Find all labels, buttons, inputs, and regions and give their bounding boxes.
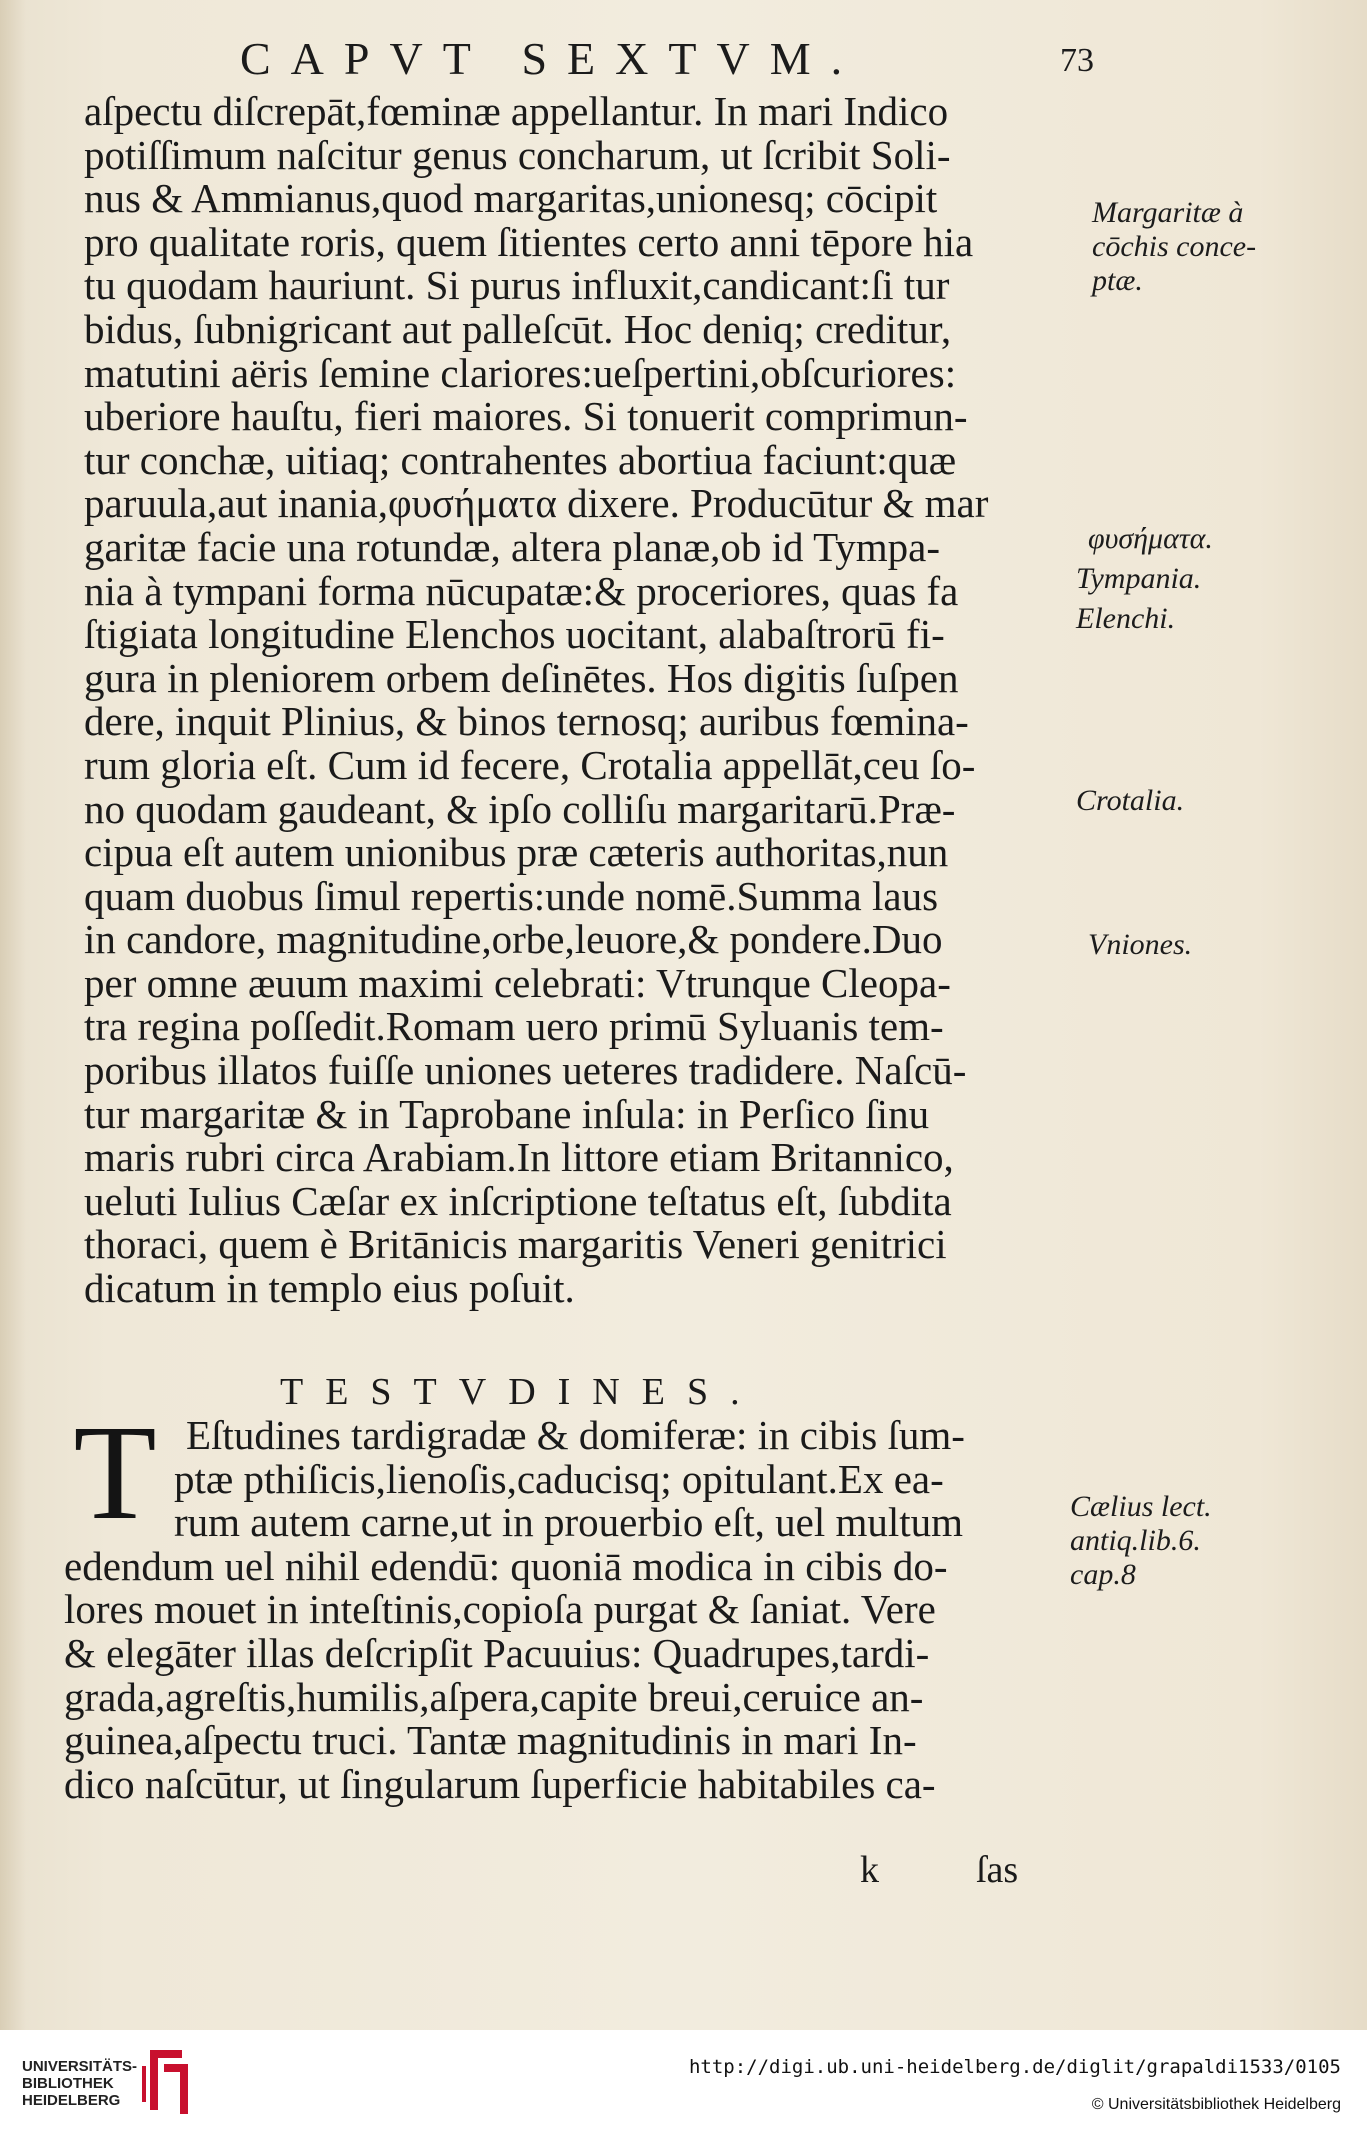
copyright-notice: © Universitätsbibliothek Heidelberg [1091,2096,1341,2113]
margin-note-tympania: Tympania. [1076,562,1202,595]
chapter-title: CAPVT SEXTVM. [240,33,863,84]
text-line: lores mouet in inteſtinis,copioſa purgat & ſaniat. Vere [64,1586,936,1633]
text-line: gura in pleniorem orbem deſinētes. Hos digitis ſuſpen [84,654,959,701]
margin-note-line: ptæ. [1092,264,1143,297]
text-line: guinea,aſpectu truci. Tantæ magnitudinis in mari In- [64,1717,917,1764]
margin-note-line: antiq.lib.6. [1070,1524,1201,1557]
text-line: cipua eſt autem unionibus præ cæteris authoritas,nun [84,829,949,876]
margin-note-line: Cælius lect. [1070,1490,1212,1523]
text-line: grada,agreſtis,humilis,aſpera,capite breui,ceruice an- [64,1673,924,1720]
margin-note-line: cap.8 [1070,1558,1136,1591]
running-head [240,28,1140,88]
text-line: ptæ pthiſicis,lienoſis,caducisq; opitulant.Ex ea- [174,1455,944,1502]
text-line: dere, inquit Plinius, & binos ternosq; auribus fœmina- [84,698,969,745]
drop-cap-letter: T [73,1398,157,1548]
text-line: & elegāter illas deſcripſit Pacuuius: Quadrupes,tardi- [64,1629,930,1676]
text-line: bidus, ſubnigricant aut palleſcūt. Hoc deniq; creditur, [84,305,952,352]
section-heading: TESTVDINES. [280,1371,762,1413]
text-line: tra regina poſſedit.Romam uero primū Syluanis tem- [84,1003,944,1050]
text-line: rum autem carne,ut in prouerbio eſt, uel multum [174,1499,964,1546]
text-line: potiſſimum naſcitur genus concharum, ut ſcribit Soli- [84,131,951,178]
library-logo-icon [140,2044,192,2116]
logo-line: BIBLIOTHEK [22,2075,114,2092]
margin-note-physemata: φυσήματα. [1088,522,1213,555]
logo-line: HEIDELBERG [22,2092,121,2109]
text-line: aſpectu diſcrepāt,fœminæ appellantur. In mari Indico [84,88,949,134]
text-line: tu quodam hauriunt. Si purus influxit,candicant:ſi tur [84,262,950,309]
text-line: no quodam gaudeant, & ipſo colliſu margaritarū.Præ- [84,785,956,832]
main-text-block [84,90,1064,1311]
text-line: in candore, magnitudine,orbe,leuore,& pondere.Duo [84,916,943,963]
text-line: pro qualitate roris, quem ſitientes certo anni tēpore hia [84,218,974,265]
text-line: poribus illatos fuiſſe uniones ueteres tradidere. Naſcū- [84,1047,967,1094]
catchword: ſas [976,1849,1019,1891]
text-line: paruula,aut inania,φυσήματα dixere. Producūtur & mar [84,480,989,527]
text-line: quam duobus ſimul repertis:unde nomē.Summa laus [84,872,939,919]
folio-number: 73 [1060,42,1094,79]
margin-note-caelius [1070,1490,1212,1592]
text-line: edendum uel nihil edendū: quoniā modica in cibis do- [64,1542,948,1589]
text-line: matutini aëris ſemine clariores:ueſpertini,obſcuriores: [84,349,957,396]
testudines-text-block [64,1414,1064,1806]
margin-note-margaritae [1092,196,1256,298]
signature-mark: k [860,1849,879,1891]
text-line: tur conchæ, uitiaq; contrahentes abortiua faciunt:quæ [84,436,957,483]
text-line: uberiore hauſtu, fieri maiores. Si tonuerit comprimun- [84,393,968,440]
library-logo-text [22,2058,137,2109]
text-line: per omne æuum maximi celebrati: Vtrunque Cleopa- [84,959,951,1006]
margin-note-line: cōchis conce- [1092,230,1257,263]
text-line: dico naſcūtur, ut ſingularum ſuperficie habitabiles ca- [64,1760,936,1807]
margin-note-elenchi: Elenchi. [1076,602,1176,635]
text-line: dicatum in templo eius poſuit. [84,1265,575,1312]
text-line: maris rubri circa Arabiam.In littore etiam Britannico, [84,1134,954,1181]
text-line: ſtigiata longitudine Elenchos uocitant, alabaſtrorū fi- [84,611,945,658]
text-line: nia à tympani forma nūcupatæ:& proceriores, quas fa [84,567,959,614]
margin-note-line: Margaritæ à [1092,196,1244,229]
viewer-footer [0,2030,1367,2129]
margin-note-crotalia: Crotalia. [1076,784,1185,817]
text-line: rum gloria eſt. Cum id fecere, Crotalia appellāt,ceu ſo- [84,741,976,788]
margin-note-uniones: Vniones. [1088,928,1193,961]
text-line: Eſtudines tardigradæ & domiferæ: in cibis ſum- [186,1412,965,1458]
logo-line: UNIVERSITÄTS- [22,2058,138,2075]
text-line: thoraci, quem è Britānicis margaritis Veneri genitrici [84,1221,947,1268]
text-line: garitæ facie una rotundæ, altera planæ,ob id Tympa- [84,523,940,570]
text-line: nus & Ammianus,quod margaritas,unionesq; cōcipit [84,175,938,222]
text-line: ueluti Iulius Cæſar ex inſcriptione teſtatus eſt, ſubdita [84,1177,952,1224]
text-line: tur margaritæ & in Taprobane inſula: in Perſico ſinu [84,1090,930,1137]
permalink-url[interactable]: http://digi.ub.uni-heidelberg.de/diglit/grapaldi1533/0105 [688,2056,1341,2078]
